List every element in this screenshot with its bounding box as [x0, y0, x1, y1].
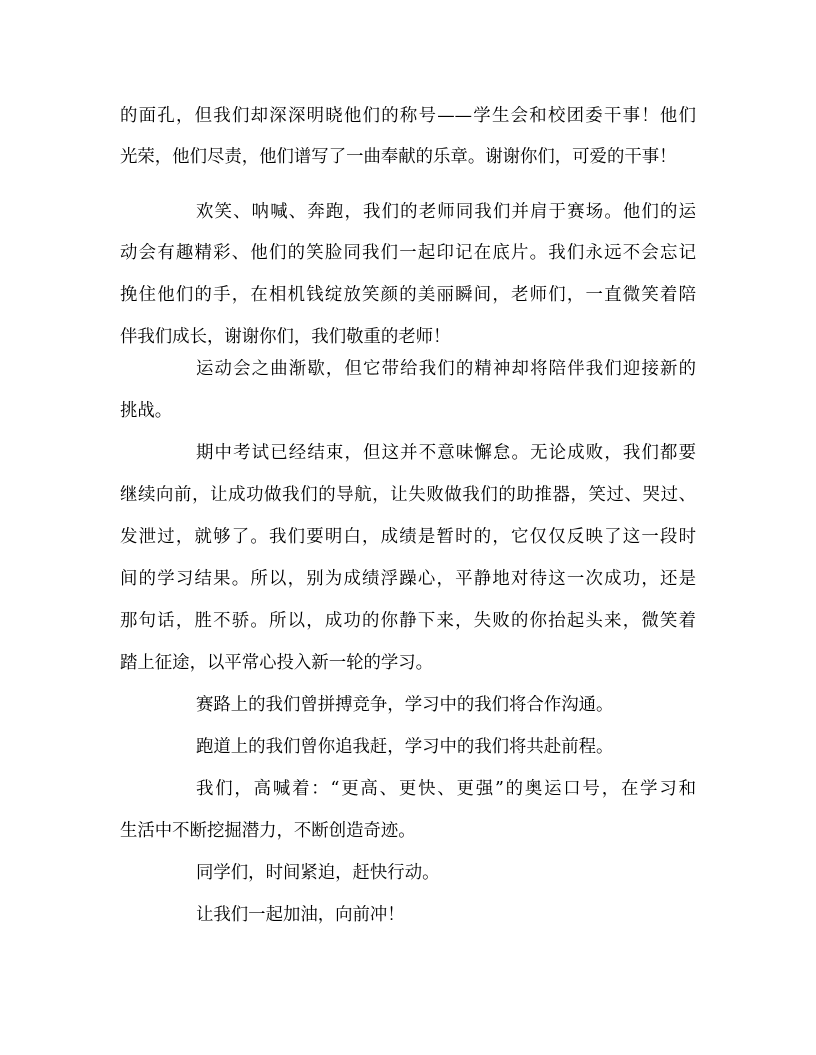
text-line-10: 继续向前，让成功做我们的导航，让失败做我们的助推器，笑过、哭过、 [120, 485, 696, 505]
text-line-16: 跑道上的我们曾你追我赶，学习中的我们将共赴前程。 [196, 737, 614, 757]
text-line-13: 那句话，胜不骄。所以，成功的你静下来，失败的你抬起头来，微笑着 [120, 611, 696, 631]
text-line-8: 挑战。 [120, 401, 173, 421]
text-line-2: 光荣，他们尽责，他们谱写了一曲奉献的乐章。谢谢你们，可爱的干事！ [120, 147, 677, 167]
text-line-12: 间的学习结果。所以，别为成绩浮躁心，平静地对待这一次成功，还是 [120, 569, 696, 589]
text-line-6: 伴我们成长，谢谢你们，我们敬重的老师！ [120, 327, 451, 347]
text-line-19: 同学们，时间紧迫，赶快行动。 [196, 863, 440, 883]
text-line-14: 踏上征途，以平常心投入新一轮的学习。 [120, 653, 434, 673]
text-line-17: 我们，高喊着：“更高、更快、更强”的奥运口号，在学习和 [196, 779, 696, 799]
text-line-15: 赛路上的我们曾拼搏竞争，学习中的我们将合作沟通。 [196, 695, 614, 715]
text-line-1: 的面孔，但我们却深深明晓他们的称号——学生会和校团委干事！他们 [120, 106, 696, 126]
text-line-4: 动会有趣精彩、他们的笑脸同我们一起印记在底片。我们永远不会忘记 [120, 243, 696, 263]
text-line-3: 欢笑、呐喊、奔跑，我们的老师同我们并肩于赛场。他们的运 [196, 202, 696, 222]
text-line-7: 运动会之曲渐歇，但它带给我们的精神却将陪伴我们迎接新的 [196, 359, 696, 379]
text-line-18: 生活中不断挖掘潜力，不断创造奇迹。 [120, 821, 416, 841]
text-line-9: 期中考试已经结束，但这并不意味懈怠。无论成败，我们都要 [196, 443, 696, 463]
text-line-20: 让我们一起加油，向前冲！ [196, 905, 405, 925]
text-line-5: 挽住他们的手，在相机钱绽放笑颜的美丽瞬间，老师们，一直微笑着陪 [120, 285, 696, 305]
text-line-11: 发泄过，就够了。我们要明白，成绩是暂时的，它仅仅反映了这一段时 [120, 527, 696, 547]
